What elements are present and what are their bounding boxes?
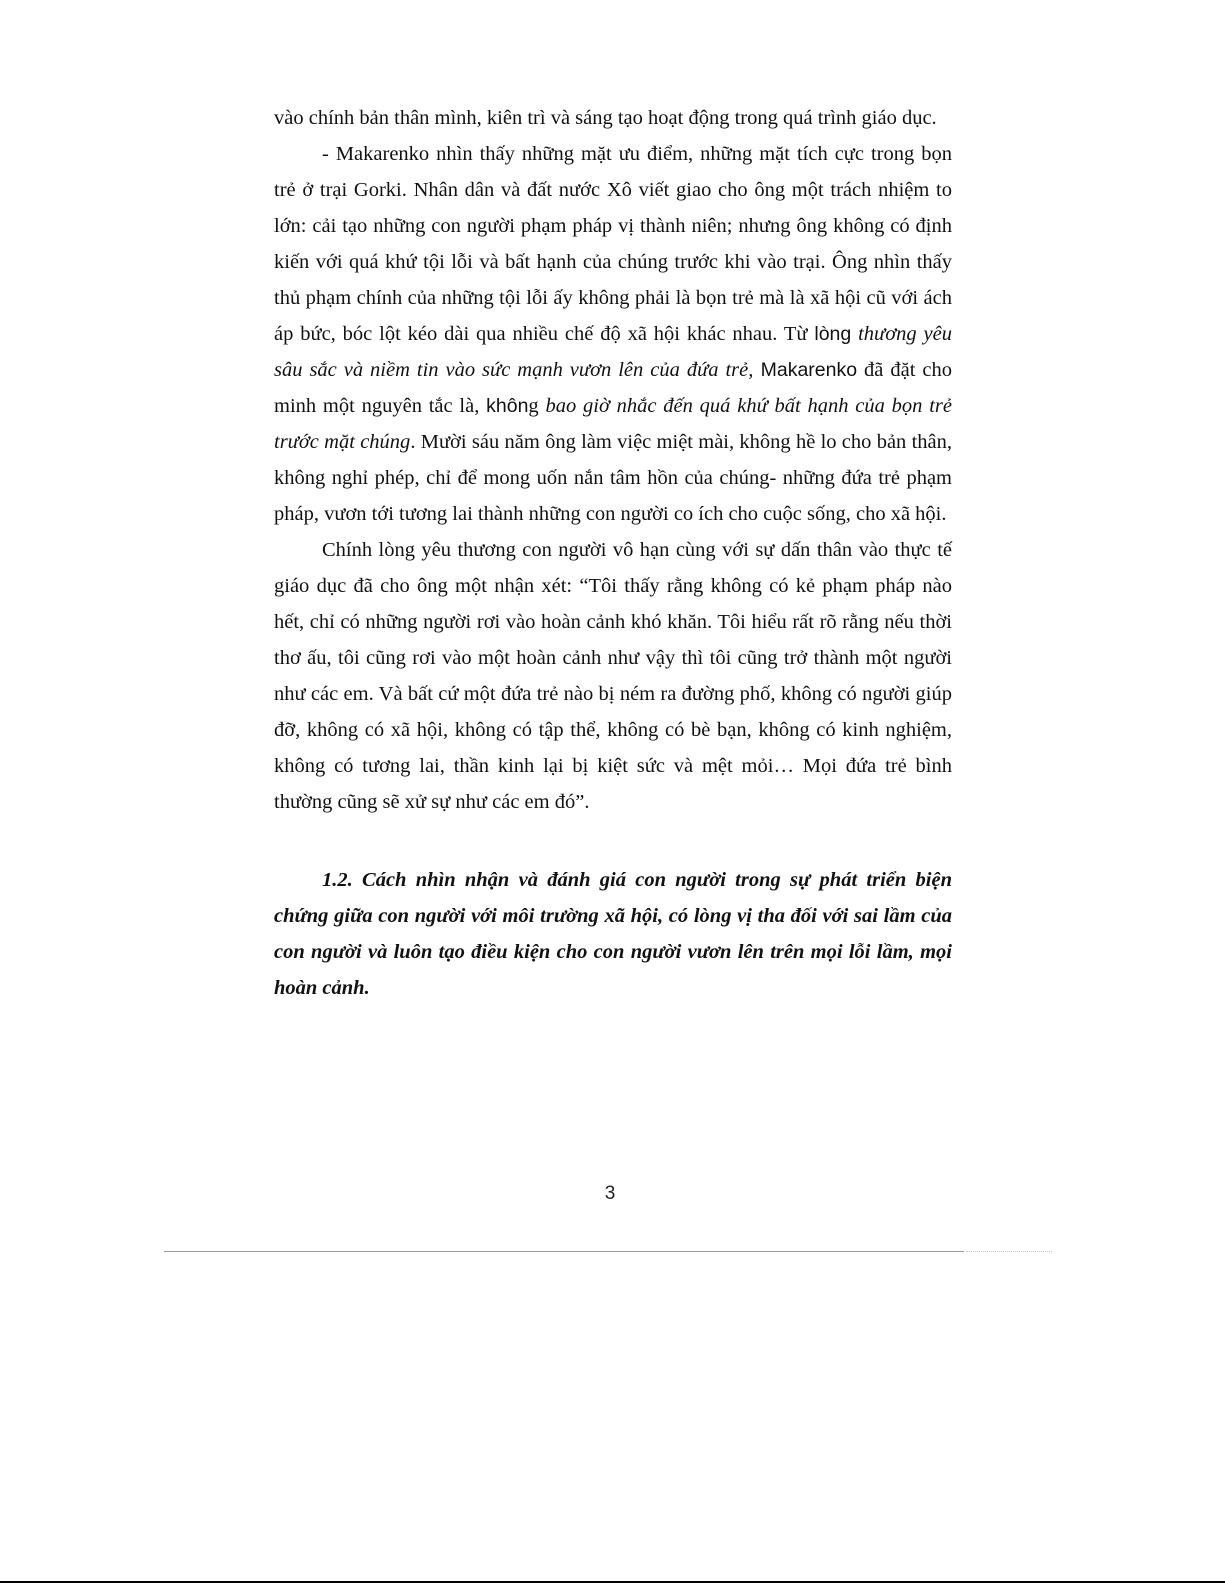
page-bottom-edge xyxy=(0,1581,1225,1583)
page-divider xyxy=(164,1251,964,1252)
paragraph-makarenko xyxy=(274,136,952,532)
paragraph-makarenko-text-4: . Mười sáu năm ông làm việc miệt mài, không hề lo cho bản thân, không nghỉ phép, chỉ để mong uốn nắn tâm hồn của chúng- những đứa trẻ phạm pháp, vươn tới tương lai thành những con người co ích cho cuộc sống, cho xã hội. xyxy=(274,431,952,525)
document-body xyxy=(274,100,952,1027)
paragraph-makarenko-italic-2: bao giờ nhắc đến quá khứ bất hạnh của bọn trẻ trước mặt chúng xyxy=(274,395,952,453)
section-heading xyxy=(274,862,952,1006)
paragraph-quote-text: Chính lòng yêu thương con người vô hạn cùng với sự dấn thân vào thực tế giáo dục đã cho ông một nhận xét: “Tôi thấy rằng không có kẻ phạm pháp nào hết, chỉ có những người rơi vào hoàn cảnh khó khăn. Tôi hiểu rất rõ rằng nếu thời thơ ấu, tôi cũng rơi vào một hoàn cảnh như vậy thì tôi cũng trở thành một người như các em. Và bất cứ một đứa trẻ nào bị ném ra đường phố, không có người giúp đỡ, không có xã hội, không có tập thể, không có bè bạn, không có kinh nghiệm, không có tương lai, thần kinh lại bị kiệt sức và mệt mỏi… Mọi đứa trẻ bình thường cũng sẽ xử sự như các em đó”. xyxy=(274,539,952,813)
paragraph-makarenko-text-1: - Makarenko nhìn thấy những mặt ưu điểm, những mặt tích cực trong bọn trẻ ở trại Gorki. Nhân dân và đất nước Xô viết giao cho ông một trách nhiệm to lớn: cải tạo những con người phạm pháp vị thành niên; nhưng ông không có định kiến với quá khứ tội lỗi và bất hạnh của chúng trước khi vào trại. Ông nhìn thấy thủ phạm chính của những tội lỗi ấy không phải là bọn trẻ mà là xã hội cũ với ách áp bức, bóc lột kéo dài qua nhiều chế độ xã hội khác nhau. Từ xyxy=(274,143,952,345)
paragraph-continuation xyxy=(274,100,952,136)
page-number: 3 xyxy=(604,1183,616,1204)
section-heading-text: 1.2. Cách nhìn nhận và đánh giá con người trong sự phát triển biện chứng giữa con người với môi trường xã hội, có lòng vị tha đối với sai lầm của con người và luôn tạo điều kiện cho con người vươn lên trên mọi lỗi lầm, mọi hoàn cảnh. xyxy=(274,869,952,999)
paragraph-makarenko-text-2: đã đặt cho minh một nguyên tắc là, xyxy=(274,359,952,417)
paragraph-quote xyxy=(274,532,952,820)
paragraph-makarenko-name: Makarenko xyxy=(753,359,858,381)
paragraph-makarenko-text-3: g xyxy=(528,395,539,417)
paragraph-makarenko-italic-1: thương yêu sâu sắc và niềm tin vào sức mạnh vươn lên của đứa trẻ, xyxy=(274,323,952,381)
paragraph-continuation-text: vào chính bản thân mình, kiên trì và sáng tạo hoạt động trong quá trình giáo dục. xyxy=(274,107,937,129)
page-divider-faint xyxy=(966,1251,1052,1252)
paragraph-makarenko-word-khong: khôn xyxy=(486,395,529,417)
paragraph-makarenko-word-long: lòng xyxy=(814,323,852,345)
